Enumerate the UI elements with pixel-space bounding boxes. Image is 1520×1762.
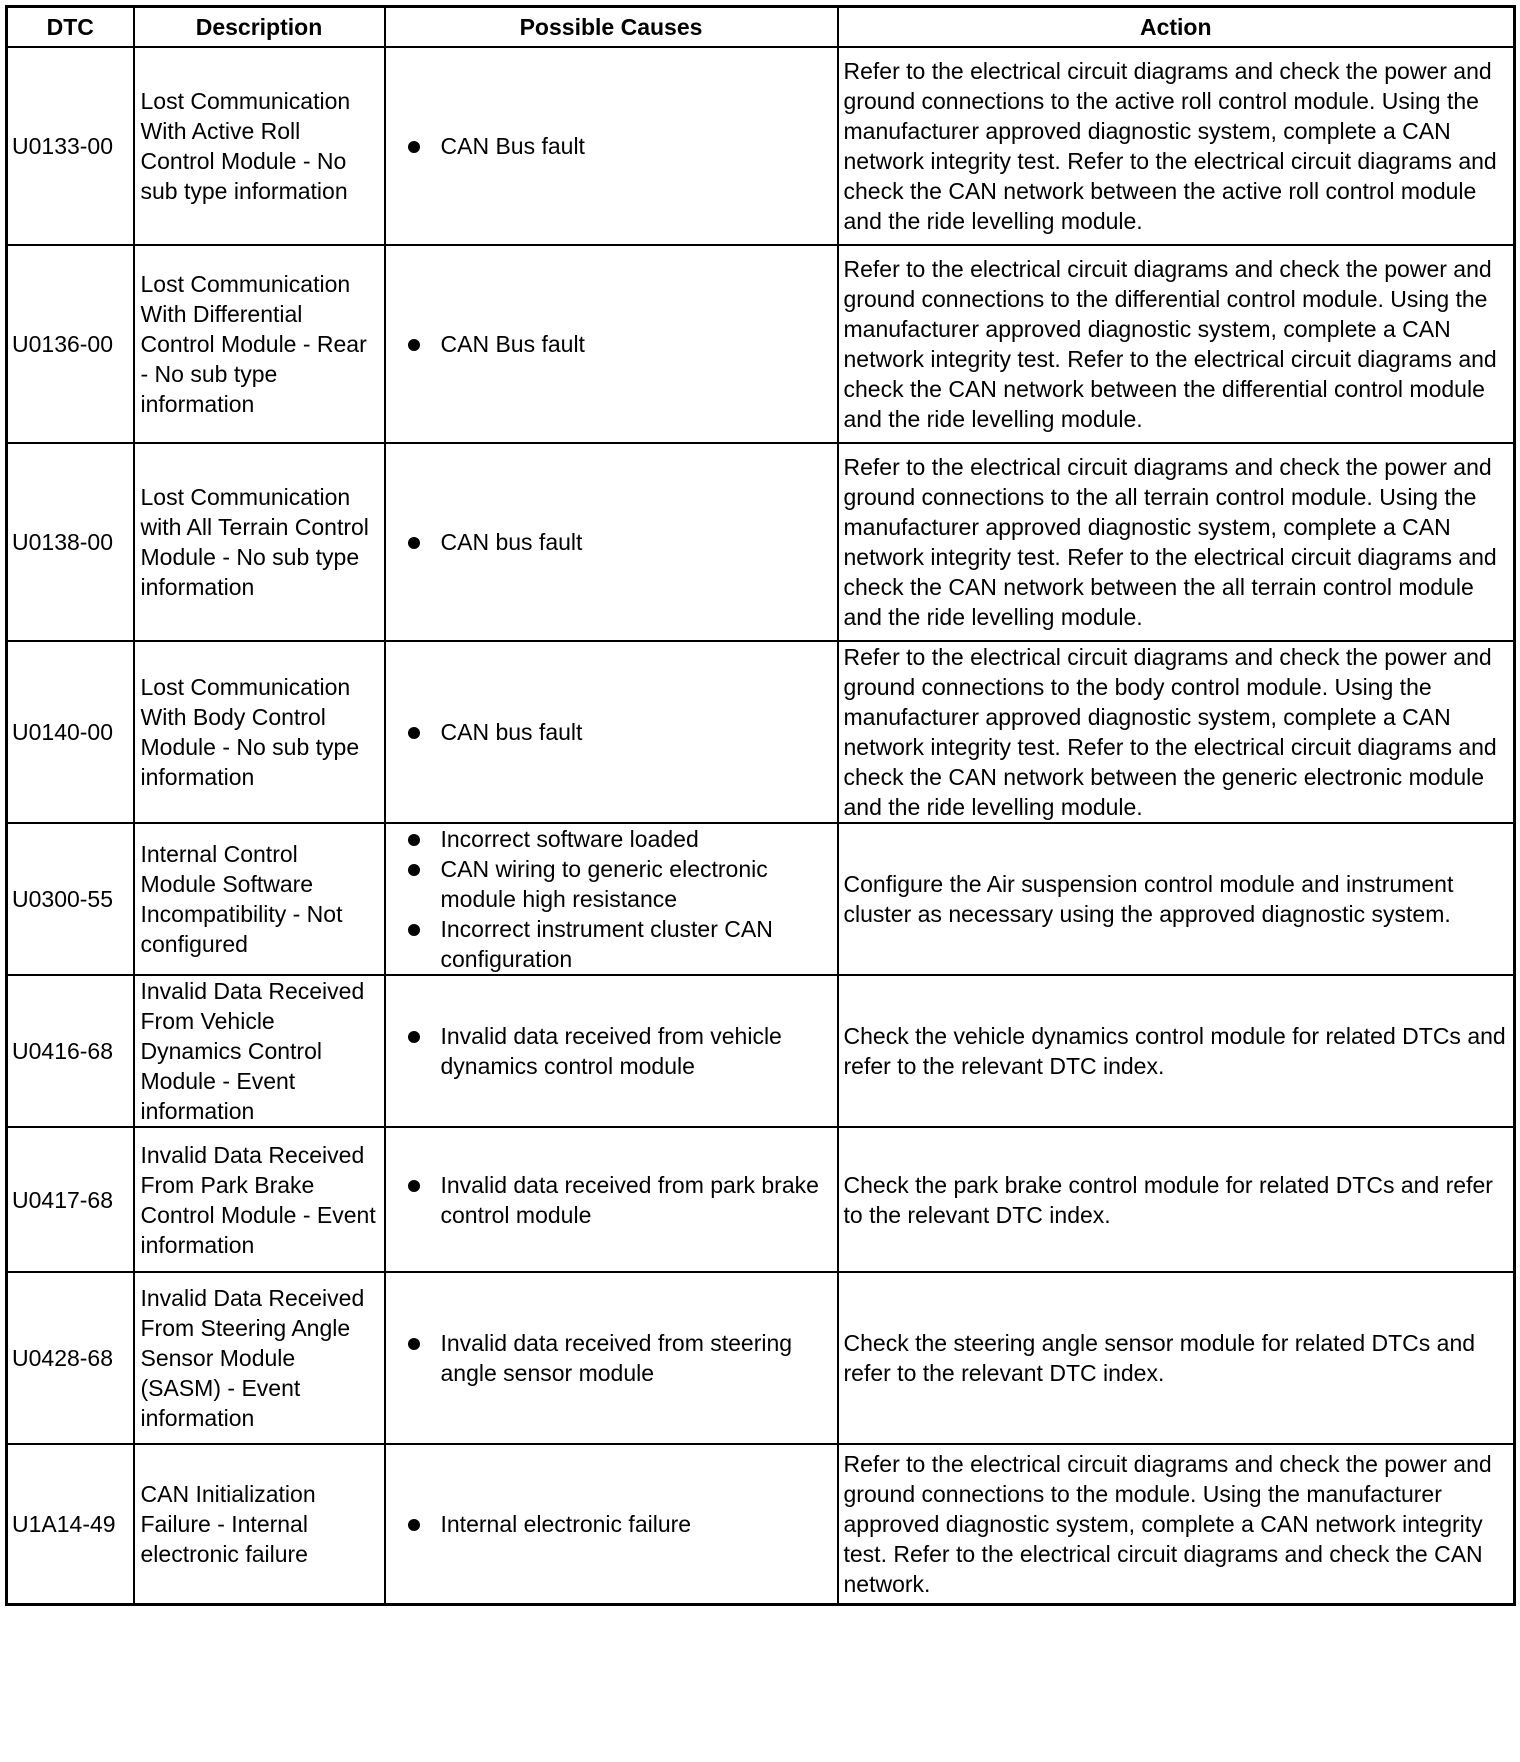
table-row bbox=[7, 245, 1515, 443]
table-row bbox=[7, 975, 1515, 1127]
cause-list bbox=[408, 329, 829, 359]
cause-list bbox=[408, 1021, 829, 1081]
dtc-code: U0428-68 bbox=[7, 1272, 134, 1444]
header-description: Description bbox=[134, 7, 385, 48]
possible-causes bbox=[385, 47, 838, 245]
table-row bbox=[7, 1127, 1515, 1272]
cause-item: CAN bus fault bbox=[408, 717, 829, 747]
dtc-code: U0416-68 bbox=[7, 975, 134, 1127]
dtc-code: U0136-00 bbox=[7, 245, 134, 443]
action-text: Refer to the electrical circuit diagrams and check the power and ground connections to the body control module. Using the manufacturer approved diagnostic system, complete a CAN network integrity test. Refer to the electrical circuit diagrams and check the CAN network between the generic electronic module and the ride levelling module. bbox=[838, 641, 1515, 823]
action-text: Configure the Air suspension control module and instrument cluster as necessary using the approved diagnostic system. bbox=[838, 823, 1515, 975]
action-text: Refer to the electrical circuit diagrams and check the power and ground connections to the module. Using the manufacturer approved diagnostic system, complete a CAN network integrity test. Refer to the electrical circuit diagrams and check the CAN network. bbox=[838, 1444, 1515, 1604]
dtc-code: U0300-55 bbox=[7, 823, 134, 975]
possible-causes bbox=[385, 823, 838, 975]
dtc-description: Lost Communication With Active Roll Control Module - No sub type information bbox=[134, 47, 385, 245]
action-text: Refer to the electrical circuit diagrams and check the power and ground connections to the active roll control module. Using the manufacturer approved diagnostic system, complete a CAN network integrity test. Refer to the electrical circuit diagrams and check the CAN network between the active roll control module and the ride levelling module. bbox=[838, 47, 1515, 245]
cause-item: Incorrect software loaded bbox=[408, 824, 829, 854]
table-row bbox=[7, 1444, 1515, 1604]
cause-item: Invalid data received from vehicle dynamics control module bbox=[408, 1021, 829, 1081]
cause-list bbox=[408, 527, 829, 557]
dtc-description: Internal Control Module Software Incompatibility - Not configured bbox=[134, 823, 385, 975]
possible-causes bbox=[385, 443, 838, 641]
cause-item: CAN bus fault bbox=[408, 527, 829, 557]
dtc-description: CAN Initialization Failure - Internal electronic failure bbox=[134, 1444, 385, 1604]
action-text: Refer to the electrical circuit diagrams and check the power and ground connections to the differential control module. Using the manufacturer approved diagnostic system, complete a CAN network integrity test. Refer to the electrical circuit diagrams and check the CAN network between the differential control module and the ride levelling module. bbox=[838, 245, 1515, 443]
possible-causes bbox=[385, 1444, 838, 1604]
possible-causes bbox=[385, 1272, 838, 1444]
header-dtc: DTC bbox=[7, 7, 134, 48]
cause-item: Invalid data received from park brake control module bbox=[408, 1170, 829, 1230]
possible-causes bbox=[385, 1127, 838, 1272]
dtc-table bbox=[5, 5, 1516, 1606]
header-row bbox=[7, 7, 1515, 48]
header-possible-causes: Possible Causes bbox=[385, 7, 838, 48]
dtc-code: U0133-00 bbox=[7, 47, 134, 245]
dtc-code: U0140-00 bbox=[7, 641, 134, 823]
dtc-description: Lost Communication With Body Control Module - No sub type information bbox=[134, 641, 385, 823]
action-text: Refer to the electrical circuit diagrams and check the power and ground connections to the all terrain control module. Using the manufacturer approved diagnostic system, complete a CAN network integrity test. Refer to the electrical circuit diagrams and check the CAN network between the all terrain control module and the ride levelling module. bbox=[838, 443, 1515, 641]
dtc-description: Invalid Data Received From Park Brake Control Module - Event information bbox=[134, 1127, 385, 1272]
cause-list bbox=[408, 717, 829, 747]
cause-item: CAN Bus fault bbox=[408, 131, 829, 161]
header-action: Action bbox=[838, 7, 1515, 48]
cause-item: Internal electronic failure bbox=[408, 1509, 829, 1539]
table-row bbox=[7, 47, 1515, 245]
cause-list bbox=[408, 1328, 829, 1388]
possible-causes bbox=[385, 641, 838, 823]
cause-list bbox=[408, 1509, 829, 1539]
cause-list bbox=[408, 1170, 829, 1230]
cause-item: Invalid data received from steering angle sensor module bbox=[408, 1328, 829, 1388]
table-row bbox=[7, 443, 1515, 641]
action-text: Check the vehicle dynamics control module for related DTCs and refer to the relevant DTC index. bbox=[838, 975, 1515, 1127]
cause-list bbox=[408, 131, 829, 161]
dtc-code: U1A14-49 bbox=[7, 1444, 134, 1604]
possible-causes bbox=[385, 975, 838, 1127]
cause-item: CAN wiring to generic electronic module high resistance bbox=[408, 854, 829, 914]
action-text: Check the park brake control module for related DTCs and refer to the relevant DTC index. bbox=[838, 1127, 1515, 1272]
action-text: Check the steering angle sensor module for related DTCs and refer to the relevant DTC index. bbox=[838, 1272, 1515, 1444]
dtc-code: U0417-68 bbox=[7, 1127, 134, 1272]
cause-item: Incorrect instrument cluster CAN configuration bbox=[408, 914, 829, 974]
possible-causes bbox=[385, 245, 838, 443]
dtc-description: Lost Communication with All Terrain Control Module - No sub type information bbox=[134, 443, 385, 641]
table-row bbox=[7, 641, 1515, 823]
cause-item: CAN Bus fault bbox=[408, 329, 829, 359]
dtc-table-sheet bbox=[5, 5, 1513, 1755]
dtc-description: Invalid Data Received From Vehicle Dynamics Control Module - Event information bbox=[134, 975, 385, 1127]
dtc-description: Invalid Data Received From Steering Angle Sensor Module (SASM) - Event information bbox=[134, 1272, 385, 1444]
dtc-code: U0138-00 bbox=[7, 443, 134, 641]
table-row bbox=[7, 1272, 1515, 1444]
cause-list bbox=[408, 824, 829, 974]
dtc-description: Lost Communication With Differential Control Module - Rear - No sub type information bbox=[134, 245, 385, 443]
table-row bbox=[7, 823, 1515, 975]
